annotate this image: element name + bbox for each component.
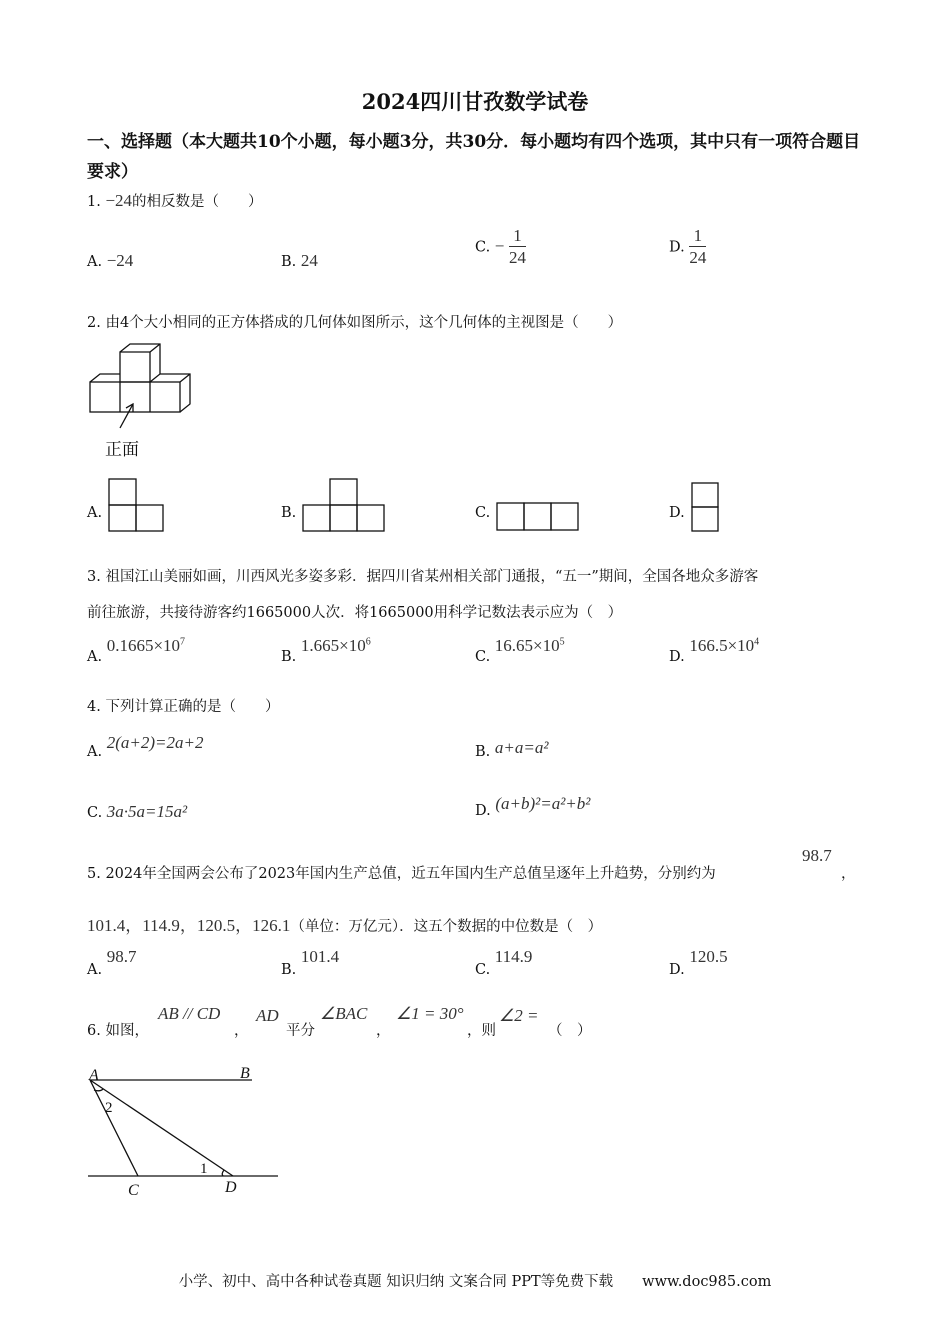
q5-values: 101.4，114.9，120.5，126.1 (87, 916, 291, 935)
point-d-label: D (225, 1179, 237, 1196)
option-label: C. (475, 505, 491, 521)
option-label: A. (87, 505, 103, 521)
q2-option-a[interactable] (87, 505, 102, 521)
option-value: 101.4 (300, 947, 340, 966)
q5-option-c[interactable] (475, 947, 533, 979)
q3-option-a[interactable] (87, 636, 186, 666)
option-label: D. (669, 505, 685, 521)
option-value: $0.1665\times 10^7$ (106, 636, 186, 655)
denominator: 24 (689, 248, 707, 267)
option-label: D. (669, 239, 685, 256)
option-label: B. (475, 744, 491, 760)
option-value: $166.5\times 10^4$ (689, 636, 760, 655)
option-value: 24 (300, 251, 318, 270)
option-value: 120.5 (689, 947, 728, 966)
point-a-label: A (89, 1067, 99, 1084)
q5-option-a[interactable] (87, 947, 137, 979)
point-c-label: C (128, 1182, 139, 1199)
question-5-line-1: 5. 2024年全国两会公布了2023年国内生产总值，近五年国内生产总值呈逐年上升趋势，分别约为 (87, 866, 716, 882)
q2-option-d[interactable] (669, 505, 685, 521)
question-2: 2. 由4个大小相同的正方体搭成的几何体如图所示，这个几何体的主视图是（ ） (87, 315, 623, 331)
option-value: −24 (106, 251, 134, 270)
option-value: $16.65\times 10^5$ (494, 636, 565, 655)
front-label: 正面 (105, 440, 139, 460)
q1-option-c[interactable] (475, 226, 526, 269)
q6-condition-angle-1: ∠1 = 30° (396, 1004, 464, 1023)
numerator: 1 (509, 226, 526, 247)
fraction (689, 226, 706, 269)
q1-option-d[interactable] (669, 226, 706, 269)
q6-condition-parallel: AB // CD (158, 1004, 221, 1023)
option-value: (a+b)²=a²+b² (495, 794, 591, 813)
question-6-prefix: 6. 如图， (87, 1023, 149, 1039)
option-label: D. (669, 649, 685, 665)
q2-option-a-view[interactable] (107, 477, 167, 533)
cube-solid-figure (80, 338, 200, 466)
page-title: 2024四川甘孜数学试卷 (361, 89, 589, 114)
q2-option-b[interactable] (281, 505, 296, 521)
option-label: A. (87, 649, 103, 665)
option-label: D. (475, 803, 491, 819)
q1-expression: −24 (105, 191, 133, 210)
q5-comma: ， (841, 866, 856, 882)
option-label: C. (475, 962, 491, 978)
q3-option-c[interactable] (475, 636, 565, 666)
question-4: 4. 下列计算正确的是（ ） (87, 699, 280, 715)
fraction (509, 226, 526, 269)
q1-option-b[interactable] (281, 251, 318, 271)
point-b-label: B (240, 1065, 250, 1082)
angle-1-label: 1 (200, 1161, 208, 1177)
q6-condition-angle-bac: ∠BAC (320, 1004, 368, 1023)
question-3-line-1: 3. 祖国江山美丽如画，川西风光多姿多彩．据四川省某州相关部门通报，“五一”期间，全国各地众多游客 (87, 569, 759, 585)
option-label: A. (87, 744, 103, 760)
question-3-line-2: 前往旅游，共接待游客约1665000人次．将1665000用科学记数法表示应为（ ） (87, 605, 623, 621)
denominator: 24 (509, 248, 526, 267)
q4-option-d[interactable] (475, 794, 591, 820)
q2-option-d-view[interactable] (690, 481, 722, 535)
q1-stem: 的相反数是（ ） (132, 194, 263, 210)
option-label: A. (87, 254, 103, 270)
option-label: C. (475, 649, 491, 665)
q5-stem: （单位：万亿元）．这五个数据的中位数是（ ） (290, 919, 603, 935)
q2-option-c-view[interactable] (495, 501, 583, 533)
q6-then: ，则 (467, 1023, 496, 1039)
q6-separator: ， (234, 1023, 249, 1039)
page-footer: 小学、初中、高中各种试卷真题 知识归纳 文案合同 PPT等免费下载 www.doc985.com (178, 1274, 772, 1290)
q6-blank: （ ） (548, 1023, 592, 1039)
q6-condition-angle-2: ∠2 = (499, 1006, 539, 1025)
q4-option-b[interactable] (475, 738, 549, 761)
option-value: $1.665\times 10^6$ (300, 636, 371, 655)
q1-option-a[interactable] (87, 251, 133, 271)
option-value: 3a·5a=15a² (106, 802, 188, 821)
q3-option-d[interactable] (669, 636, 760, 666)
option-label: D. (669, 962, 685, 978)
q5-option-d[interactable] (669, 947, 728, 979)
option-label: C. (87, 805, 103, 821)
q1-number: 1. (87, 194, 101, 210)
option-label: B. (281, 254, 297, 270)
option-label: B. (281, 962, 297, 978)
q4-option-c[interactable] (87, 802, 187, 822)
q4-option-a[interactable] (87, 733, 204, 761)
option-label: B. (281, 505, 297, 521)
q5-first-value: 98.7 (802, 846, 832, 865)
q5-option-b[interactable] (281, 947, 340, 979)
section-heading: 一、选择题（本大题共10个小题，每小题3分，共30分．每小题均有四个选项，其中只有一项符合题目要求） (87, 132, 861, 182)
q6-condition-ad: AD (256, 1006, 279, 1025)
option-label: C. (475, 239, 491, 256)
option-value: 114.9 (494, 947, 533, 966)
numerator: 1 (689, 226, 706, 247)
q6-bisects-word: 平分 (286, 1023, 315, 1039)
option-value: 2(a+2)=2a+2 (106, 733, 204, 752)
q2-option-b-view[interactable] (301, 477, 389, 533)
option-value: 98.7 (106, 947, 137, 966)
geometry-figure (80, 1060, 290, 1205)
option-value: a+a=a² (494, 738, 549, 757)
question-1 (87, 190, 263, 211)
option-label: A. (87, 962, 103, 978)
option-label: B. (281, 649, 297, 665)
q6-separator: ， (376, 1023, 391, 1039)
option-sign: − (494, 236, 505, 256)
q3-option-b[interactable] (281, 636, 371, 666)
angle-2-label: 2 (105, 1100, 113, 1116)
question-5-line-2 (87, 911, 602, 936)
q2-option-c[interactable] (475, 505, 490, 521)
